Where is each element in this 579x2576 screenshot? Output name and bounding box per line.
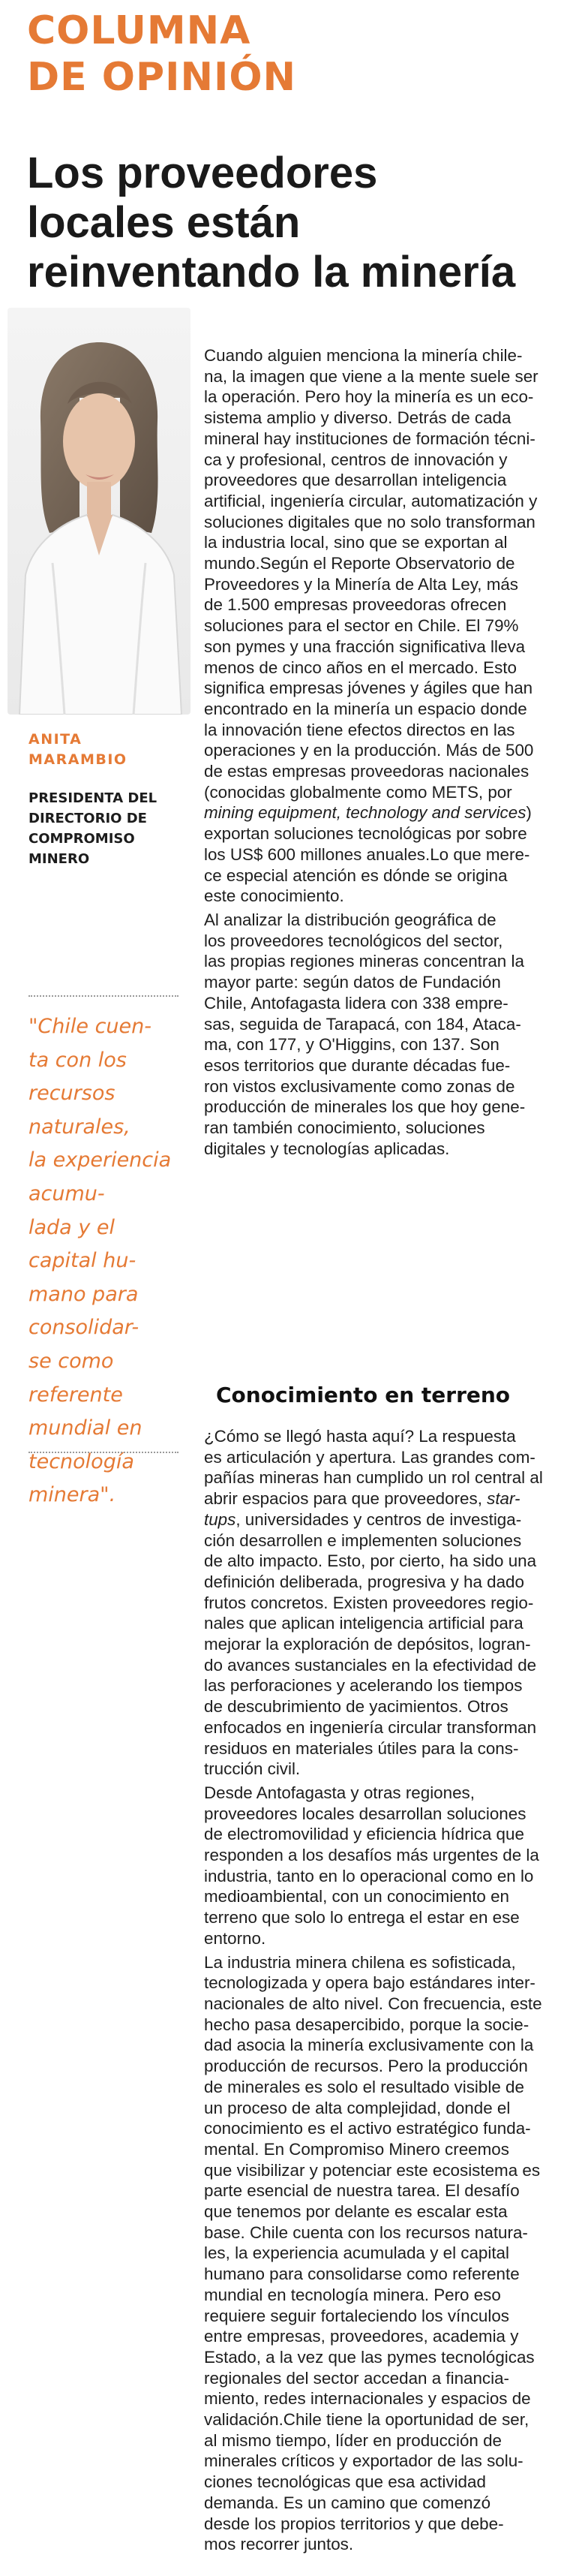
body-line: de electromovilidad y eficiencia hídrica que: [204, 1825, 524, 1844]
body-line: encontrado en la minería un espacio donde: [204, 699, 527, 718]
headline-line: Los proveedores: [27, 149, 378, 197]
body-line: mundial en tecnología minera. Pero eso: [204, 2285, 501, 2304]
body-line: artificial, ingeniería circular, automatización y: [204, 491, 538, 510]
body-line: operaciones y en la producción. Más de 500: [204, 741, 534, 760]
author-name-line: MARAMBIO: [28, 751, 128, 768]
body-line: pañías mineras han cumplido un rol central al: [204, 1468, 543, 1488]
body-line: hecho pasa desapercibido, porque la socie-: [204, 2015, 530, 2034]
body-line: exportan soluciones tecnológicas por sobre: [204, 824, 527, 844]
body-line: demanda. Es un camino que comenzó: [204, 2493, 491, 2512]
body-line: la operación. Pero hoy la minería es un eco-: [204, 387, 534, 407]
body-line: minerales críticos y exportador de las solu-: [204, 2451, 524, 2471]
body-line: las propias regiones mineras concentran la: [204, 952, 524, 971]
body-line: sas, seguida de Tarapacá, con 184, Ataca-: [204, 1014, 521, 1034]
body-line: de alto impacto. Esto, por cierto, ha sido una: [204, 1551, 537, 1571]
body-line: digitales y tecnologías aplicadas.: [204, 1139, 450, 1158]
body-line: mundo.Según el Reporte Observatorio de: [204, 554, 515, 573]
author-role-line: COMPROMISO: [28, 831, 135, 847]
body-line: Cuando alguien menciona la minería chile-: [204, 346, 523, 365]
body-line: Al analizar la distribución geográfica de: [204, 910, 496, 929]
body-line: mining equipment, technology and services): [204, 803, 532, 823]
quote-line: lada y el: [28, 1215, 115, 1239]
body-line: tecnologizada y opera bajo estándares inter-: [204, 1973, 536, 1993]
body-line: parte esencial de nuestra tarea. El desafío: [204, 2181, 520, 2201]
article-body-part-2: [204, 1426, 570, 2555]
body-line: base. Chile cuenta con los recursos natura-: [204, 2222, 528, 2242]
body-line: de 1.500 empresas proveedoras ofrecen: [204, 595, 507, 615]
body-line: ciones tecnológicas que esa actividad: [204, 2472, 486, 2492]
body-paragraph: [204, 910, 570, 1159]
pull-quote: [28, 1010, 186, 1512]
body-line: los US$ 600 millones anuales.Lo que mere-: [204, 844, 530, 864]
author-role-line: DIRECTORIO DE: [28, 811, 147, 826]
body-line: ce especial atención es dónde se origina: [204, 865, 508, 885]
article-body-part-1: [204, 345, 570, 1159]
quote-line: naturales,: [28, 1115, 130, 1139]
body-line: de minerales es solo el resultado visible de: [204, 2077, 524, 2096]
body-line: regionales del sector accedan a financia-: [204, 2368, 510, 2388]
body-line: proveedores locales desarrollan soluciones: [204, 1804, 526, 1823]
body-line: nales que aplican inteligencia artificial para: [204, 1614, 524, 1633]
body-line: do avances sustanciales en la efectividad de: [204, 1655, 537, 1675]
body-line: trucción civil.: [204, 1759, 301, 1779]
section-subheading: Conocimiento en terreno: [216, 1383, 511, 1407]
section-title: [27, 8, 567, 101]
section-title-line: DE OPINIÓN: [27, 55, 297, 100]
quote-line: minera".: [28, 1483, 116, 1507]
body-line: proveedores que desarrollan inteligencia: [204, 471, 507, 490]
headline-line: locales están: [27, 198, 301, 247]
quote-line: acumu-: [28, 1181, 105, 1205]
quote-divider-top: [28, 995, 178, 997]
body-line: definición deliberada, progresiva y ha dado: [204, 1572, 524, 1591]
body-line: ran también conocimiento, soluciones: [204, 1118, 485, 1138]
quote-line: se como: [28, 1349, 114, 1373]
body-line: na, la imagen que viene a la mente suele ser: [204, 366, 538, 386]
author-name: [28, 730, 194, 770]
body-line: abrir espacios para que proveedores, star-: [204, 1489, 520, 1509]
author-role-line: MINERO: [28, 851, 90, 867]
body-line: residuos en materiales útiles para la cons-: [204, 1738, 519, 1758]
body-line: terreno que solo lo entrega el estar en ese: [204, 1908, 520, 1927]
body-line: responden a los desafíos más urgentes de la: [204, 1846, 539, 1865]
body-line: las perforaciones y acelerando los tiempos: [204, 1676, 523, 1696]
body-line: Chile, Antofagasta lidera con 338 empre-: [204, 993, 508, 1013]
quote-line: la experiencia: [28, 1148, 172, 1172]
body-line: soluciones para el sector en Chile. El 79%: [204, 616, 519, 636]
author-name-line: ANITA: [28, 731, 82, 748]
body-line: mineral hay instituciones de formación técni-: [204, 429, 536, 448]
body-line: Proveedores y la Minería de Alta Ley, más: [204, 574, 518, 594]
quote-line: mundial en: [28, 1416, 142, 1440]
quote-line: consolidar-: [28, 1316, 140, 1340]
body-line: mejorar la exploración de depósitos, logran-: [204, 1635, 531, 1654]
body-paragraph: [204, 1783, 570, 1949]
body-line: producción de minerales los que hoy gene-: [204, 1097, 526, 1117]
author-role: [28, 788, 194, 869]
body-paragraph: [204, 1426, 570, 1780]
body-line: es articulación y apertura. Las grandes com-: [204, 1447, 536, 1467]
body-line: requiere seguir fortaleciendo los vínculos: [204, 2306, 509, 2325]
body-line: dad asocia la minería exclusivamente con la: [204, 2036, 534, 2055]
body-line: les, la experiencia acumulada y el capital: [204, 2243, 509, 2263]
body-line: ma, con 177, y O'Higgins, con 137. Son: [204, 1035, 500, 1055]
body-paragraph: [204, 1952, 570, 2555]
body-line: ¿Cómo se llegó hasta aquí? La respuesta: [204, 1427, 516, 1446]
body-line: miento, redes internacionales y espacios de: [204, 2389, 531, 2409]
quote-line: recursos: [28, 1082, 116, 1106]
quote-divider-bottom: [28, 1452, 178, 1453]
quote-line: "Chile cuen-: [28, 1015, 152, 1038]
body-line: conocimiento es el activo estratégico funda-: [204, 2119, 531, 2138]
body-line: mos recorrer juntos.: [204, 2535, 354, 2554]
body-line: son pymes y una fracción significativa lleva: [204, 636, 526, 656]
author-photo: [8, 308, 190, 715]
quote-line: mano para: [28, 1282, 139, 1306]
body-line: menos de cinco años en el mercado. Esto: [204, 658, 517, 677]
body-line: esos territorios que durante décadas fue-: [204, 1055, 511, 1075]
body-line: humano para consolidarse como referente: [204, 2265, 520, 2284]
headline-line: reinventando la minería: [27, 248, 516, 296]
author-portrait-illustration: [8, 308, 190, 715]
body-line: la innovación tiene efectos directos en las: [204, 720, 515, 739]
body-line: que tenemos por delante es escalar esta: [204, 2202, 508, 2222]
body-line: tups, universidades y centros de investiga-: [204, 1509, 522, 1529]
body-line: industria, tanto en lo operacional como en lo: [204, 1866, 534, 1885]
article-headline: [27, 149, 567, 297]
body-line: ca y profesional, centros de innovación y: [204, 450, 508, 469]
body-line: mental. En Compromiso Minero creemos: [204, 2139, 509, 2159]
body-line: los proveedores tecnológicos del sector,: [204, 931, 503, 950]
body-line: soluciones digitales que no solo transforman: [204, 512, 536, 531]
body-line: mayor parte: según datos de Fundación: [204, 973, 501, 992]
body-line: producción de recursos. Pero la producción: [204, 2057, 528, 2076]
body-line: validación.Chile tiene la oportunidad de ser,: [204, 2410, 530, 2430]
body-line: (conocidas globalmente como METS, por: [204, 782, 512, 802]
section-title-line: COLUMNA: [27, 8, 251, 53]
body-line: nacionales de alto nivel. Con frecuencia, este: [204, 1994, 542, 2013]
quote-line: tecnología: [28, 1449, 134, 1473]
quote-line: referente: [28, 1383, 123, 1407]
body-line: entre empresas, proveedores, academia y: [204, 2327, 519, 2346]
body-line: de estas empresas proveedoras nacionales: [204, 762, 530, 781]
body-line: ción desarrollen e implementen soluciones: [204, 1530, 522, 1550]
body-line: sistema amplio y diverso. Detrás de cada: [204, 408, 512, 428]
body-paragraph: [204, 345, 570, 907]
body-line: frutos concretos. Existen proveedores regio-: [204, 1593, 534, 1612]
body-line: Desde Antofagasta y otras regiones,: [204, 1783, 475, 1802]
body-line: medioambiental, con un conocimiento en: [204, 1887, 510, 1906]
body-line: desde los propios territorios y que debe-: [204, 2514, 504, 2533]
body-line: un proceso de alta complejidad, donde el: [204, 2098, 511, 2117]
body-line: este conocimiento.: [204, 886, 344, 906]
author-role-line: PRESIDENTA DEL: [28, 790, 158, 806]
body-line: de descubrimiento de yacimientos. Otros: [204, 1697, 508, 1717]
body-line: ron vistos exclusivamente como zonas de: [204, 1076, 515, 1096]
body-line: Estado, a la vez que las pymes tecnológicas: [204, 2347, 535, 2367]
body-line: que visibilizar y potenciar este ecosistema es: [204, 2160, 541, 2180]
body-line: La industria minera chilena es sofisticada,: [204, 1952, 516, 1972]
body-line: significa empresas jóvenes y ágiles que han: [204, 679, 533, 698]
body-line: la industria local, sino que se exportan al: [204, 533, 508, 552]
body-line: enfocados en ingeniería circular transforman: [204, 1717, 537, 1737]
quote-line: ta con los: [28, 1048, 127, 1072]
body-line: al mismo tiempo, líder en producción de: [204, 2430, 502, 2450]
body-line: entorno.: [204, 1928, 266, 1948]
quote-line: capital hu-: [28, 1249, 136, 1273]
